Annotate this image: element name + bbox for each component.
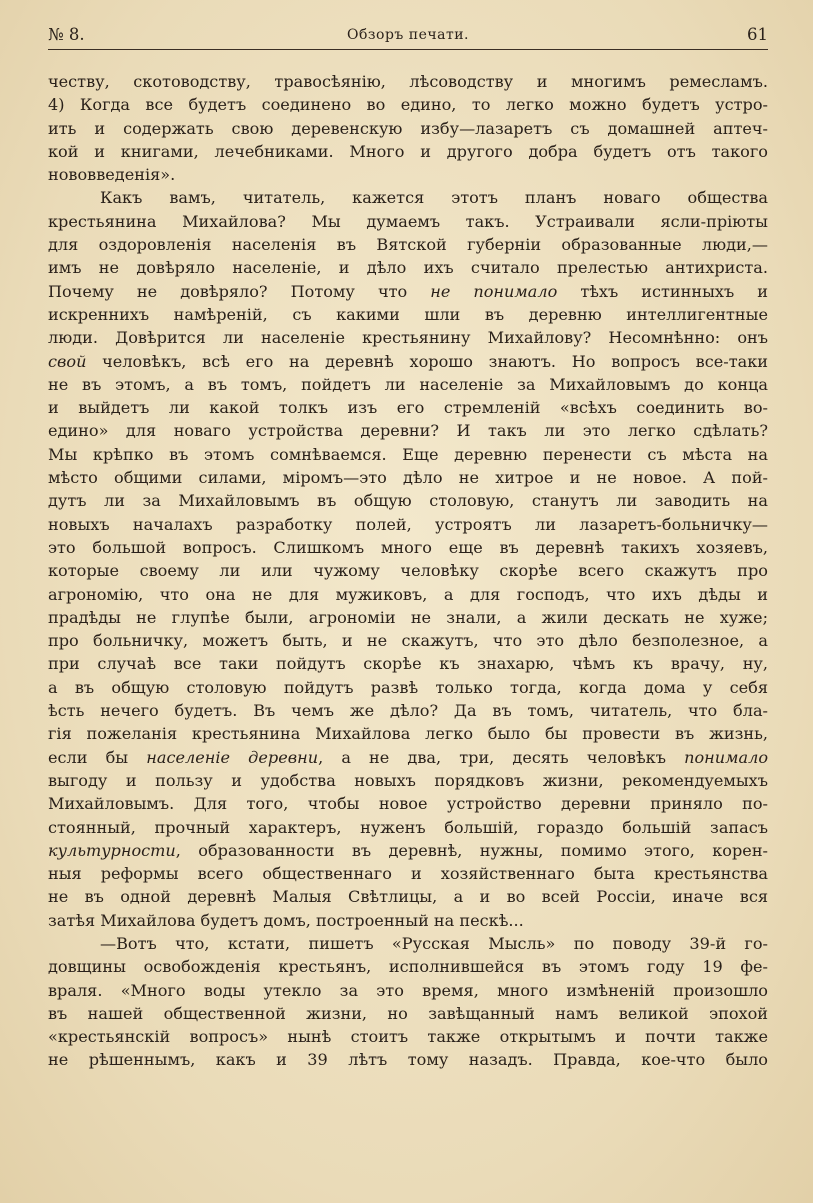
text-line: [48, 1002, 768, 1025]
text-segment: Какъ вамъ, читатель, кажется этотъ планъ новаго общества: [100, 188, 768, 208]
text-segment: которые своему ли или чужому человѣку скорѣе всего скажутъ про: [48, 561, 768, 581]
text-segment: тѣхъ истинныхъ и: [557, 281, 768, 301]
text-segment: стоянный, прочный характеръ, нуженъ большій, гораздо большій запасъ: [48, 817, 768, 837]
text-segment: 4) Когда все будетъ соединено во едино, то легко можно будетъ устро-: [48, 95, 768, 115]
text-segment: , образованности въ деревнѣ, нужны, помимо этого, корен-: [175, 840, 768, 860]
text-line: [48, 792, 768, 815]
text-segment: ныя реформы всего общественнаго и хозяйственнаго быта крестьянства: [48, 864, 768, 884]
text-line: [48, 1048, 768, 1071]
text-line: [48, 280, 768, 303]
text-segment: люди. Довѣрится ли населеніе крестьянину Михайлову? Несомнѣнно: онъ: [48, 328, 768, 348]
text-line: [48, 862, 768, 885]
text-line: [48, 163, 768, 186]
text-segment: ить и содержать свою деревенскую избу—лазаретъ съ домашней аптеч-: [48, 118, 768, 138]
text-line: [48, 909, 768, 932]
italic-text-segment: не понимало: [430, 281, 558, 301]
text-line: [48, 419, 768, 442]
text-segment: для оздоровленія населенія въ Вятской губерніи образованные люди,—: [48, 235, 768, 255]
text-segment: едино» для новаго устройства деревни? И такъ ли это легко сдѣлать?: [48, 421, 768, 441]
text-line: [48, 326, 768, 349]
text-line: [48, 117, 768, 140]
text-segment: не въ этомъ, а въ томъ, пойдетъ ли населеніе за Михайловымъ до конца: [48, 374, 768, 394]
text-segment: искреннихъ намѣреній, съ какими шли въ деревню интеллигентные: [48, 304, 768, 324]
text-line: [48, 373, 768, 396]
text-line: [48, 210, 768, 233]
text-segment: не рѣшеннымъ, какъ и 39 лѣтъ тому назадъ. Правда, кое-что было: [48, 1050, 768, 1070]
text-segment: крестьянина Михайлова? Мы думаемъ такъ. Устраивали ясли-пріюты: [48, 211, 768, 231]
text-segment: гія пожеланія крестьянина Михайлова легко было бы провести въ жизнь,: [48, 724, 768, 744]
text-segment: выгоду и пользу и удобства новыхъ порядковъ жизни, рекомендуемыхъ: [48, 770, 768, 790]
text-segment: дутъ ли за Михайловымъ въ общую столовую, станутъ ли заводить на: [48, 491, 768, 511]
italic-text-segment: свой: [48, 351, 87, 371]
text-line: [48, 885, 768, 908]
text-segment: новыхъ началахъ разработку полей, устроятъ ли лазаретъ-больничку—: [48, 514, 768, 534]
text-segment: враля. «Много воды утекло за это время, много измѣненій произошло: [48, 980, 768, 1000]
text-segment: Михайловымъ. Для того, чтобы новое устройство деревни приняло по-: [48, 794, 768, 814]
text-segment: въ нашей общественной жизни, но завѣщанный намъ великой эпохой: [48, 1003, 768, 1023]
text-line: [48, 722, 768, 745]
text-line: [48, 70, 768, 93]
running-header: [48, 22, 768, 48]
text-segment: человѣкъ, всѣ его на деревнѣ хорошо знаютъ. Но вопросъ все-таки: [86, 351, 768, 371]
text-segment: нововведенія».: [48, 165, 176, 185]
text-segment: Мы крѣпко въ этомъ сомнѣваемся. Еще деревню перенести съ мѣста на: [48, 444, 768, 464]
text-line: [48, 839, 768, 862]
text-segment: не въ одной деревнѣ Малыя Свѣтлицы, а и во всей Россіи, иначе вся: [48, 887, 768, 907]
text-segment: кой и книгами, лечебниками. Много и другого добра будетъ отъ такого: [48, 141, 768, 161]
text-line: [48, 466, 768, 489]
text-segment: имъ не довѣряло населеніе, и дѣло ихъ считало прелестью антихриста.: [48, 258, 768, 278]
text-segment: честву, скотоводству, травосѣянію, лѣсоводству и многимъ ремесламъ.: [48, 72, 768, 91]
text-line: [48, 536, 768, 559]
text-line: [48, 583, 768, 606]
text-segment: агрономію, что она не для мужиковъ, а для господъ, что ихъ дѣды и: [48, 584, 768, 604]
text-line: [48, 816, 768, 839]
text-segment: Почему не довѣряло? Потому что: [48, 281, 431, 301]
text-segment: затѣя Михайлова будетъ домъ, построенный на пескѣ...: [48, 910, 524, 930]
italic-text-segment: населеніе деревни: [146, 747, 319, 767]
text-line: [48, 746, 768, 769]
italic-text-segment: понимало: [684, 747, 768, 767]
text-line: [48, 606, 768, 629]
text-line: [48, 513, 768, 536]
text-line: [48, 233, 768, 256]
text-line: [48, 676, 768, 699]
header-rule: [48, 49, 768, 50]
text-line: [48, 1025, 768, 1048]
text-segment: ѣсть нечего будетъ. Въ чемъ же дѣло? Да въ томъ, читатель, что бла-: [48, 701, 768, 721]
text-line: [48, 652, 768, 675]
text-line: [48, 186, 768, 209]
text-segment: довщины освобожденія крестьянъ, исполнившейся въ этомъ году 19 фе-: [48, 957, 768, 977]
text-segment: прадѣды не глупѣе были, агрономіи не знали, а жили дескать не хуже;: [48, 607, 768, 627]
text-line: [48, 303, 768, 326]
text-segment: , а не два, три, десять человѣкъ: [318, 747, 685, 767]
text-line: [48, 396, 768, 419]
italic-text-segment: культурности: [48, 840, 176, 860]
text-line: [48, 629, 768, 652]
text-segment: мѣсто общими силами, міромъ—это дѣло не хитрое и не новое. А пой-: [48, 468, 768, 488]
text-line: [48, 443, 768, 466]
text-segment: «крестьянскій вопросъ» нынѣ стоитъ также открытымъ и почти также: [48, 1027, 768, 1047]
issue-number: № 8.: [48, 25, 85, 44]
text-segment: —Вотъ что, кстати, пишетъ «Русская Мысль» по поводу 39-й го-: [100, 933, 768, 953]
text-line: [48, 559, 768, 582]
text-segment: это большой вопросъ. Слишкомъ много еще въ деревнѣ такихъ хозяевъ,: [48, 537, 768, 557]
text-segment: про больничку, можетъ быть, и не скажутъ, что это дѣло безполезное, а: [48, 631, 768, 651]
section-title: Обзоръ печати.: [346, 27, 470, 43]
text-segment: а въ общую столовую пойдутъ развѣ только тогда, когда дома у себя: [48, 677, 768, 697]
text-line: [48, 769, 768, 792]
article-body: [48, 70, 768, 1072]
text-line: [48, 932, 768, 955]
page-number: 61: [747, 25, 768, 44]
text-line: [48, 699, 768, 722]
text-line: [48, 140, 768, 163]
text-segment: при случаѣ все таки пойдутъ скорѣе къ знахарю, чѣмъ къ врачу, ну,: [48, 654, 768, 674]
text-segment: и выйдетъ ли какой толкъ изъ его стремленій «всѣхъ соединить во-: [48, 398, 768, 418]
text-segment: если бы: [48, 747, 147, 767]
text-line: [48, 256, 768, 279]
text-line: [48, 979, 768, 1002]
text-line: [48, 955, 768, 978]
text-line: [48, 93, 768, 116]
text-line: [48, 489, 768, 512]
text-line: [48, 350, 768, 373]
